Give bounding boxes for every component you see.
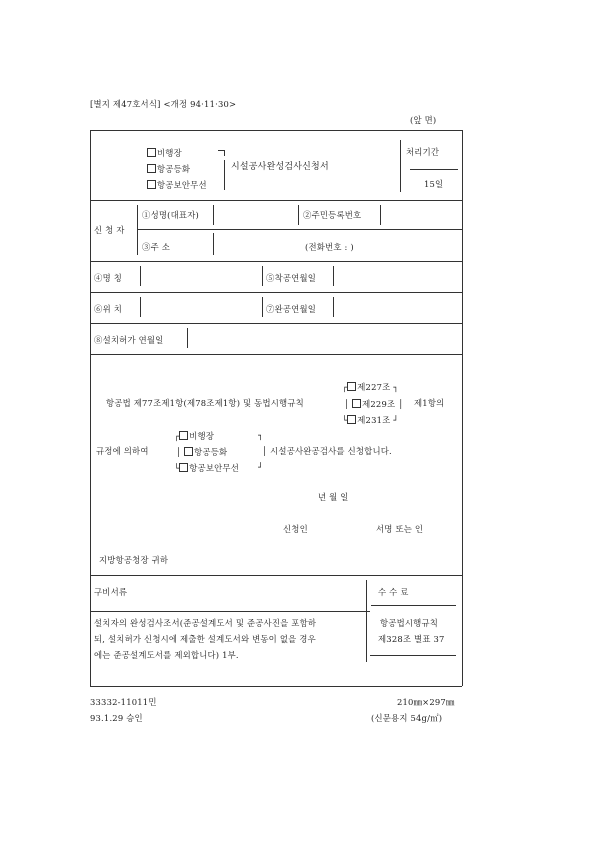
checkbox-icon	[147, 164, 156, 173]
checkbox-icon	[347, 382, 356, 391]
location-divider-1	[140, 297, 141, 317]
name-divider	[213, 205, 214, 225]
documents-divider	[366, 580, 367, 662]
bracket-top-tick	[224, 150, 225, 156]
processing-period-label: 처리기간	[406, 147, 440, 157]
frame-right	[462, 130, 463, 686]
checkbox-icon	[352, 399, 361, 408]
applicant-name-label: ①성명(대표자)	[142, 210, 199, 220]
permit-date-label: ⑧설치허가 연월일	[94, 335, 164, 345]
rule-title-bottom	[90, 200, 462, 201]
processing-divider	[400, 140, 401, 192]
paper-size: 210㎜×297㎜	[397, 697, 455, 707]
title-divider	[224, 160, 225, 190]
permit-divider	[187, 328, 188, 348]
fee-bottom-rule	[370, 655, 456, 656]
resident-number-label: ②주민등록번호	[303, 210, 362, 220]
frame-top	[90, 130, 462, 131]
checkbox-icon	[147, 180, 156, 189]
rule-permit-bottom	[90, 354, 462, 355]
processing-period-value: 15일	[424, 179, 444, 189]
page-side-label: (앞 면)	[410, 115, 437, 125]
paper-type: (신문용지 54g/㎡)	[371, 713, 443, 723]
documents-rule	[90, 611, 370, 612]
statement-line2-suffix: │ 시설공사완공검사를 신청합니다.	[262, 446, 392, 456]
article-option-229[interactable]: │ 제229조 │	[344, 399, 404, 409]
facility-option-lights[interactable]: │ 항공등화	[176, 447, 228, 457]
completion-date-label: ⑦완공연월일	[266, 304, 317, 314]
sign-or-seal-label: 서명 또는 인	[376, 524, 424, 534]
application-date: 년 월 일	[318, 492, 349, 502]
documents-line-1: 설치자의 완성검사조서(준공설계도서 및 준공사진을 포함하	[94, 618, 317, 628]
rule-applicant-mid	[137, 229, 462, 230]
documents-line-2: 되, 설치허가 신청시에 제출한 설계도서와 변동이 없을 경우	[94, 634, 316, 644]
checkbox-icon	[184, 447, 193, 456]
frame-bottom	[90, 686, 462, 687]
facility-option-radio[interactable]: └ 항공보안무선	[174, 463, 239, 473]
title-option-lights[interactable]: 항공등화	[147, 164, 190, 173]
rule-statement-bottom	[90, 575, 462, 576]
location-divider-3	[333, 297, 334, 317]
fee-rule	[371, 605, 456, 606]
facility-option-airport[interactable]: ┌ 비행장	[174, 431, 215, 441]
facility-divider-3	[333, 266, 334, 286]
form-code: 33332-11011민	[90, 697, 157, 707]
title-option-radio[interactable]: 항공보안무선	[147, 180, 207, 189]
facility-divider-2	[262, 266, 263, 286]
article-option-231[interactable]: └ 제231조 ┘	[342, 415, 399, 425]
bracket-bottom-right: ┘	[258, 462, 264, 472]
location-label: ⑥위 치	[94, 304, 123, 314]
approval-date: 93.1.29 승인	[90, 713, 143, 723]
documents-label: 구비서류	[94, 587, 128, 597]
rule-facility-mid	[90, 292, 462, 293]
statement-line2-prefix: 규정에 의하여	[96, 446, 149, 456]
checkbox-icon	[347, 415, 356, 424]
facility-divider-1	[140, 266, 141, 286]
location-divider-2	[262, 297, 263, 317]
fee-line-1: 항공법시행규칙	[380, 618, 439, 628]
phone-label: (전화번호 : )	[305, 242, 354, 252]
fee-line-2: 제328조 별표 37	[378, 634, 445, 644]
bracket-top-right: ┐	[258, 430, 264, 440]
facility-name-label: ④명 칭	[94, 273, 123, 283]
documents-line-3: 에는 준공설계도서를 제외합니다) 1부.	[94, 650, 239, 660]
rule-applicant-bottom	[90, 261, 462, 262]
id-divider-right	[380, 205, 381, 225]
processing-rule	[410, 169, 458, 170]
applicant-signature-label: 신청인	[283, 524, 308, 534]
address-label: ③주 소	[142, 242, 171, 252]
frame-left	[90, 130, 91, 686]
applicant-section-label: 신 청 자	[94, 225, 125, 235]
article-option-227[interactable]: ┌ 제227조 ┐	[342, 382, 399, 392]
form-number: [별지 제47호서식] <개정 94·11·30>	[90, 99, 237, 109]
id-divider-left	[298, 205, 299, 225]
address-divider	[213, 233, 214, 255]
addressee: 지방항공청장 귀하	[99, 555, 169, 565]
checkbox-icon	[179, 431, 188, 440]
statement-line1: 항공법 제77조제1항(제78조제1항) 및 동법시행규칙	[106, 398, 304, 408]
title-option-airport[interactable]: 비행장	[147, 148, 182, 157]
applicant-divider	[137, 205, 138, 255]
fee-label: 수 수 료	[378, 587, 409, 597]
statement-line1-suffix: 제1항의	[414, 398, 445, 408]
checkbox-icon	[179, 463, 188, 472]
checkbox-icon	[147, 148, 156, 157]
start-date-label: ⑤착공연월일	[266, 273, 317, 283]
form-title: 시설공사완성검사신청서	[231, 162, 329, 172]
rule-facility-bottom	[90, 323, 462, 324]
